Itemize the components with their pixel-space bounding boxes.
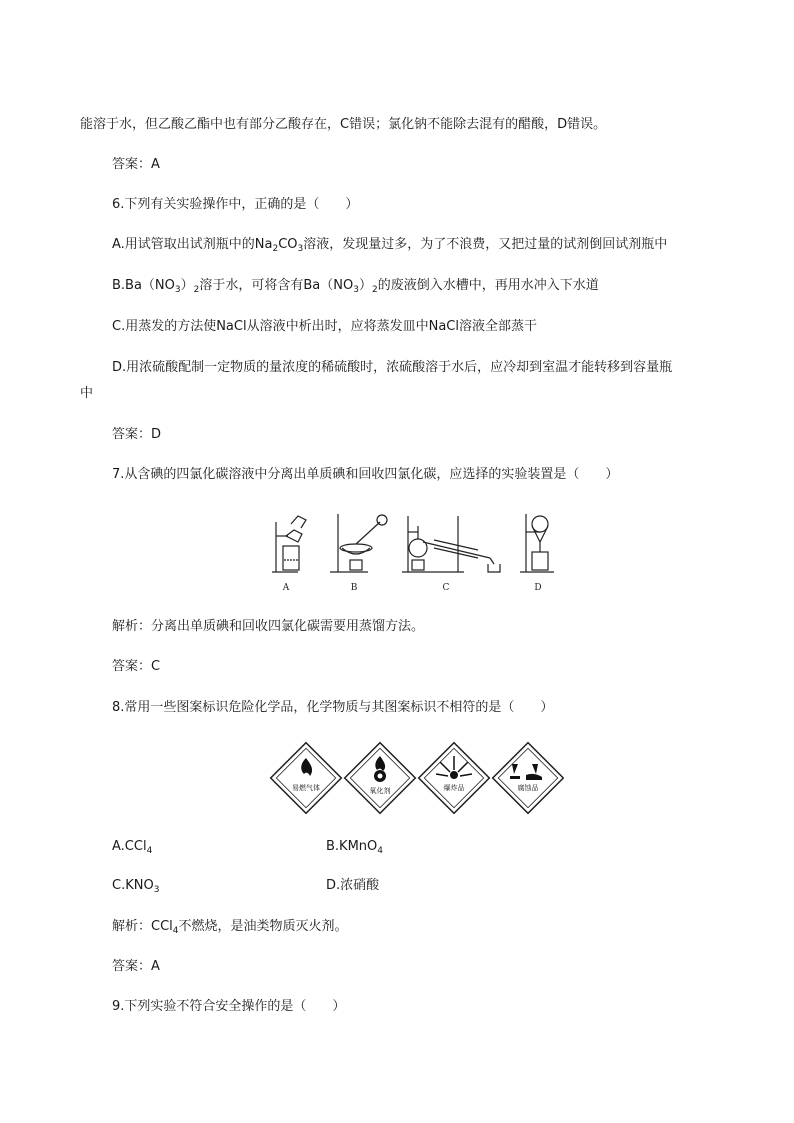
answer-7: 答案：C [112,659,161,674]
hazard-sign-corrosive [493,743,564,814]
apparatus-d-separatory-funnel [520,514,554,572]
answer-6: 答案：D [112,427,162,442]
answer-5: 答案：A [112,157,160,172]
svg-text:腐蚀品: 腐蚀品 [517,784,539,792]
apparatus-a-filtration [272,516,306,572]
apparatus-label-b: B [350,583,358,593]
question-6-option-a: A.用试管取出试剂瓶中的$Na_2CO_3$溶液，发现量过多，为了不浪费，又把过量的试剂倒回试剂瓶中 [112,237,668,254]
paragraph-continuation: 能溶于水，但乙酸乙酯中也有部分乙酸存在，C错误；氯化钠不能除去混有的醋酸，D错误。 [80,117,607,132]
question-6-option-b: $B.Ba(NO_3)_2$溶于水，可将含有$Ba(NO_3)_2$的废液倒入水槽中，再用水冲入下水道 [112,278,599,295]
hazard-signs-figure [268,740,564,816]
apparatus-c-distillation [402,516,500,572]
svg-text:易燃气体: 易燃气体 [292,784,320,792]
apparatus-figure [268,508,558,598]
question-8-option-b: B.KMnO$_4$ [326,839,383,856]
question-8-option-d: D.浓硝酸 [326,878,380,893]
question-6-stem: 6.下列有关实验操作中，正确的是（ ） [112,197,359,212]
question-8-stem: 8.常用一些图案标识危险化学品，化学物质与其图案标识不相符的是（ ） [112,700,554,715]
question-7-analysis: 解析：分离出单质碘和回收四氯化碳需要用蒸馏方法。 [112,619,425,634]
question-7-stem: 7.从含碘的四氯化碳溶液中分离出单质碘和回收四氯化碳，应选择的实验装置是（ ） [112,467,619,482]
hazard-sign-explosive [419,743,490,814]
apparatus-b-evaporation [330,514,387,572]
svg-text:爆炸品: 爆炸品 [443,784,465,792]
question-8-option-a: A.CCl$_4$ [112,839,153,856]
question-9-stem: 9.下列实验不符合安全操作的是（ ） [112,999,346,1014]
question-8-analysis: 解析：CCl$_4$不燃烧，是油类物质灭火剂。 [112,919,348,936]
question-6-option-d-wrap: 中 [80,386,94,401]
hazard-sign-oxidizer [345,743,416,814]
apparatus-label-a: A [282,583,290,593]
question-8-option-c: $C.KNO_3$ [112,878,160,895]
apparatus-label-c: C [442,583,450,593]
svg-text:氧化剂: 氧化剂 [369,787,391,795]
answer-8: 答案：A [112,959,160,974]
question-6-option-d: D.用浓硫酸配制一定物质的量浓度的稀硫酸时，浓硫酸溶于水后，应冷却到室温才能转移到容量瓶 [112,360,673,375]
apparatus-label-d: D [534,583,542,593]
question-6-option-c: C.用蒸发的方法使NaCl从溶液中析出时，应将蒸发皿中NaCl溶液全部蒸干 [112,319,537,334]
hazard-sign-flammable-gas [271,743,342,814]
